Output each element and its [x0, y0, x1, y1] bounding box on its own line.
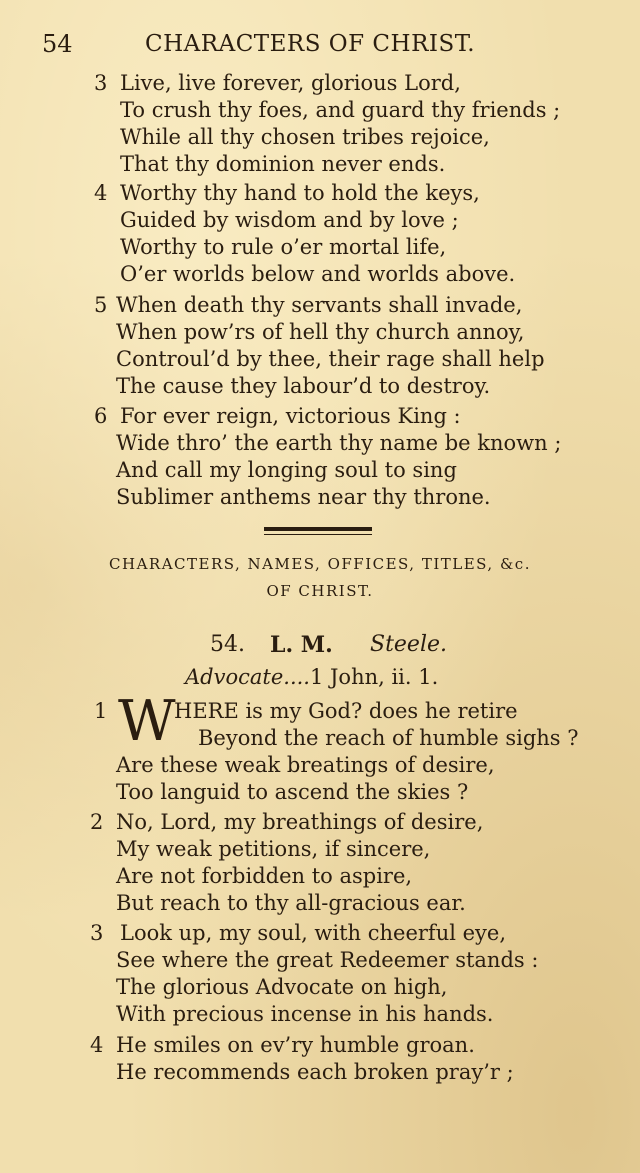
- verse-line: He recommends each broken pray’r ;: [116, 1060, 514, 1084]
- verse-line: When death thy servants shall invade,: [116, 293, 523, 317]
- verse-line: Are these weak breatings of desire,: [116, 753, 495, 777]
- verse-line: While all thy chosen tribes rejoice,: [120, 125, 490, 149]
- prev-stanza-6: [0, 403, 640, 511]
- verse-line: And call my longing soul to sing: [116, 458, 457, 482]
- prev-stanza-3: [0, 70, 640, 178]
- page-header: [0, 30, 640, 64]
- verse-line: That thy dominion never ends.: [120, 152, 446, 176]
- running-head: CHARACTERS OF CHRIST.: [145, 31, 476, 57]
- verse-line: No, Lord, my breathings of desire,: [116, 810, 484, 834]
- stanza-number: 6: [94, 404, 108, 428]
- verse-line: HERE is my God? does he retire: [174, 699, 518, 723]
- verse-line: Too languid to ascend the skies ?: [116, 780, 469, 804]
- verse-line: For ever reign, victorious King :: [120, 404, 461, 428]
- verse-line: With precious incense in his hands.: [116, 1002, 494, 1026]
- verse-line: The cause they labour’d to destroy.: [116, 374, 491, 398]
- verse-line: Worthy to rule o’er mortal life,: [120, 235, 447, 259]
- stanza-number: 1: [94, 699, 108, 723]
- verse-line: Sublimer anthems near thy throne.: [116, 485, 491, 509]
- stanza-number: 4: [90, 1033, 104, 1057]
- stanza-number: 2: [90, 810, 104, 834]
- hymn-stanza-3: [0, 920, 640, 1028]
- verse-line: Beyond the reach of humble sighs ?: [198, 726, 579, 750]
- section-title: CHARACTERS, NAMES, OFFICES, TITLES, &c.: [109, 555, 531, 573]
- page-number: 54: [42, 30, 73, 58]
- verse-line: Worthy thy hand to hold the keys,: [120, 181, 480, 205]
- verse-line: Are not forbidden to aspire,: [116, 864, 413, 888]
- prev-stanza-5: [0, 292, 640, 400]
- verse-line: See where the great Redeemer stands :: [116, 948, 539, 972]
- verse-line: O’er worlds below and worlds above.: [120, 262, 516, 286]
- hymn-heading: [0, 632, 640, 660]
- section-subtitle: OF CHRIST.: [266, 582, 374, 600]
- stanza-number: 5: [94, 293, 108, 317]
- hymn-author: Steele.: [370, 632, 447, 657]
- verse-line: To crush thy foes, and guard thy friends ;: [120, 98, 561, 122]
- stanza-number: 3: [94, 71, 108, 95]
- subject-title: Advocate....: [185, 665, 310, 689]
- drop-cap: W: [118, 689, 176, 754]
- hymn-stanza-1: [0, 689, 640, 806]
- verse-line: He smiles on ev’ry humble groan.: [116, 1033, 475, 1057]
- hymn-meter: L. M.: [270, 632, 333, 658]
- section-divider: [264, 527, 372, 535]
- hymn-number: 54.: [210, 632, 245, 657]
- scripture-reference: 1 John, ii. 1.: [309, 665, 439, 689]
- verse-line: Look up, my soul, with cheerful eye,: [120, 921, 507, 945]
- verse-line: Guided by wisdom and by love ;: [120, 208, 459, 232]
- verse-line: Controul’d by thee, their rage shall help: [116, 347, 545, 371]
- verse-line: Live, live forever, glorious Lord,: [120, 71, 461, 95]
- hymn-stanza-4: [0, 1032, 640, 1086]
- hymn-subject: [185, 665, 438, 689]
- hymn-stanza-2: [0, 809, 640, 917]
- verse-line: The glorious Advocate on high,: [116, 975, 448, 999]
- verse-line: Wide thro’ the earth thy name be known ;: [116, 431, 562, 455]
- verse-line: When pow’rs of hell thy church annoy,: [116, 320, 525, 344]
- stanza-number: 4: [94, 181, 108, 205]
- stanza-number: 3: [90, 921, 104, 945]
- prev-stanza-4: [0, 180, 640, 288]
- verse-line: But reach to thy all-gracious ear.: [116, 891, 466, 915]
- verse-line: My weak petitions, if sincere,: [116, 837, 431, 861]
